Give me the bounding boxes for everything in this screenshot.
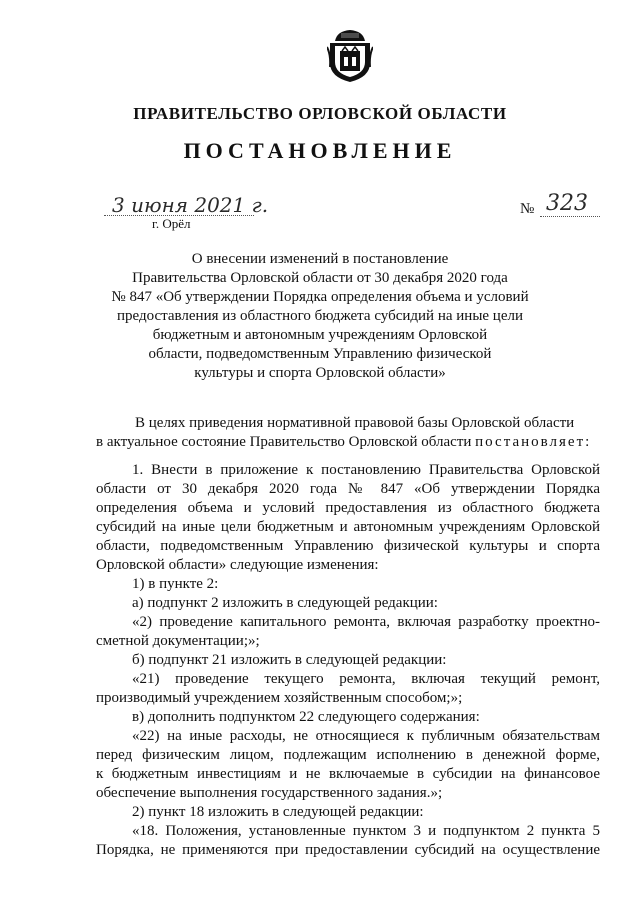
subject-line: предоставления из областного бюджета субсидий на иные цели — [116, 308, 524, 324]
body-line: определения объема и условий предоставления из областного бюджета — [96, 500, 600, 516]
subject-line: Правительства Орловской области от 30 декабря 2020 года — [132, 270, 508, 286]
resolves-keyword: постановляет: — [475, 434, 592, 450]
body-line: сметной документации;»; — [96, 633, 260, 649]
body-line: 1. Внести в приложение к постановлению Правительства Орловской — [132, 462, 600, 478]
subject-line: культуры и спорта Орловской области» — [194, 365, 446, 381]
body-line: а) подпункт 2 изложить в следующей редакции: — [132, 595, 438, 611]
body-line: «21) проведение текущего ремонта, включая текущий ремонт, — [132, 671, 600, 687]
preamble-line — [96, 433, 600, 452]
preamble-line: В целях приведения нормативной правовой базы Орловской области — [135, 415, 575, 431]
handwritten-date: 3 июня 2021 г. — [112, 193, 269, 217]
body-line: «22) на иные расходы, не относящиеся к публичным обязательствам — [132, 728, 600, 744]
number-underline — [540, 216, 600, 217]
organization-name: ПРАВИТЕЛЬСТВО ОРЛОВСКОЙ ОБЛАСТИ — [133, 104, 507, 123]
document-type-title: ПОСТАНОВЛЕНИЕ — [183, 138, 457, 163]
body-line: «18. Положения, установленные пунктом 3 и подпунктом 2 пункта 5 — [132, 823, 600, 839]
preamble — [96, 414, 600, 452]
body-line: области от 30 декабря 2020 года № 847 «Об утверждении Порядка — [96, 481, 600, 497]
body-line: субсидий на иные цели бюджетным и автономным учреждениям Орловской — [96, 519, 600, 535]
document-body — [96, 461, 600, 860]
subject-line: О внесении изменений в постановление — [191, 251, 449, 267]
city-label: г. Орёл — [152, 216, 191, 231]
number-label: № — [520, 201, 535, 217]
body-line: области, подведомственным Управлению физической культуры и спорта — [96, 538, 600, 554]
body-line: производимый учреждением хозяйственным способом;»; — [96, 690, 463, 706]
body-line: обеспечение выполнения государственного задания.»; — [96, 785, 443, 801]
subject-line: области, подведомственным Управлению физической — [148, 346, 492, 362]
body-line: к бюджетным инвестициям и не включаемые в субсидии на финансовое — [96, 766, 600, 782]
body-line: в) дополнить подпунктом 22 следующего содержания: — [132, 709, 480, 725]
body-line: Орловской области» следующие изменения: — [96, 557, 379, 573]
handwritten-number: 323 — [546, 191, 588, 216]
body-line: «2) проведение капитального ремонта, включая разработку проектно- — [132, 614, 600, 630]
body-line: 2) пункт 18 изложить в следующей редакции: — [132, 804, 424, 820]
coat-of-arms-icon — [327, 27, 373, 83]
subject-line: № 847 «Об утверждении Порядка определения объема и условий — [111, 289, 529, 305]
body-line: перед физическим лицом, подлежащим исполнению в денежной форме, — [96, 747, 600, 763]
document-subject — [110, 250, 530, 383]
body-line: Порядка, не применяются при предоставлении субсидий на осуществление — [96, 842, 600, 858]
body-line: 1) в пункте 2: — [132, 576, 219, 592]
subject-line: бюджетным и автономным учреждениям Орловской — [152, 327, 488, 343]
preamble-text: в актуальное состояние Правительство Орловской области — [96, 434, 476, 450]
body-line: б) подпункт 21 изложить в следующей редакции: — [132, 652, 447, 668]
